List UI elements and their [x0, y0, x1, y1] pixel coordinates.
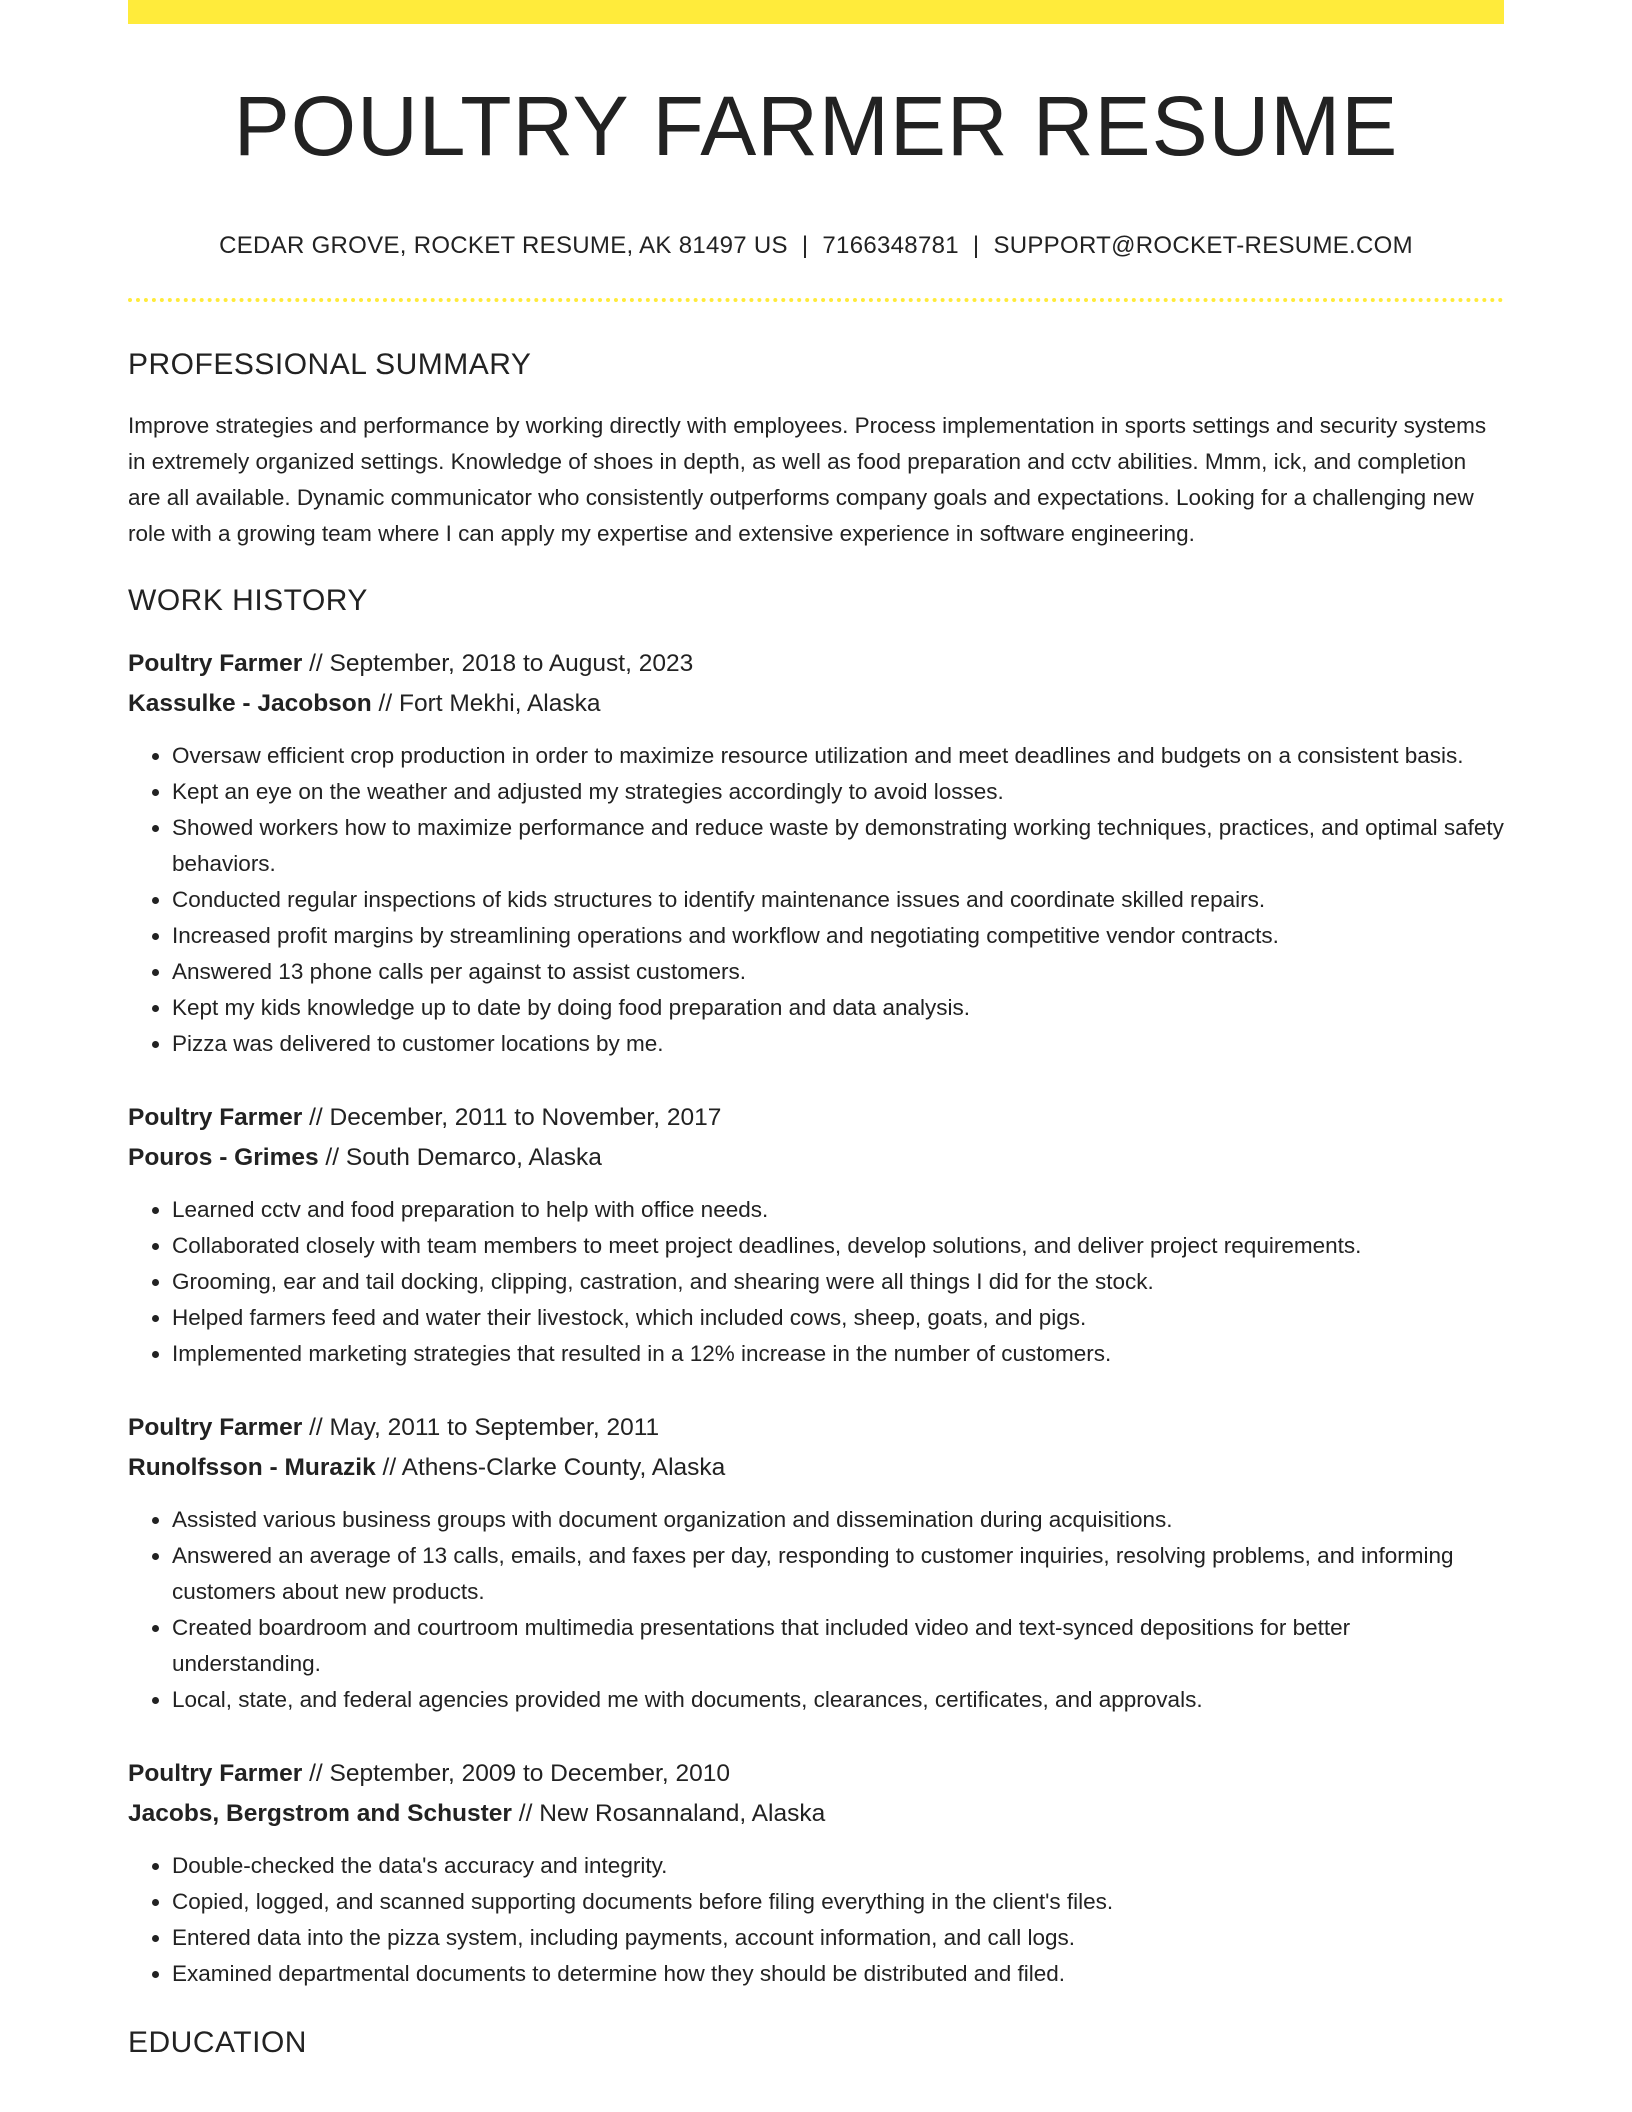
job-title: Poultry Farmer: [128, 1414, 303, 1441]
job-bullet: • Kept my kids knowledge up to date by doing food preparation and data analysis.: [172, 990, 1504, 1026]
contact-address: CEDAR GROVE, ROCKET RESUME, AK 81497 US: [219, 232, 788, 259]
job-company: Jacobs, Bergstrom and Schuster: [128, 1800, 512, 1827]
job-separator: //: [518, 1800, 533, 1827]
job-title: Poultry Farmer: [128, 650, 303, 677]
contact-email: SUPPORT@ROCKET-RESUME.COM: [993, 232, 1413, 259]
job-entry: [128, 1098, 1504, 1372]
job-bullets: [128, 1848, 1504, 1992]
job-location: New Rosannaland, Alaska: [539, 1800, 826, 1827]
job-bullet: • Increased profit margins by streamlining operations and workflow and negotiating competitive vendor contracts.: [172, 918, 1504, 954]
job-bullet: • Answered an average of 13 calls, emails, and faxes per day, responding to customer inquiries, resolving problems, and informing customers about new products.: [172, 1538, 1504, 1610]
job-dates: December, 2011 to November, 2017: [329, 1104, 722, 1131]
job-bullet: • Local, state, and federal agencies provided me with documents, clearances, certificates, and approvals.: [172, 1682, 1504, 1718]
job-bullet: • Examined departmental documents to determine how they should be distributed and filed.: [172, 1956, 1504, 1992]
job-bullet: • Implemented marketing strategies that resulted in a 12% increase in the number of customers.: [172, 1336, 1504, 1372]
job-bullet: • Created boardroom and courtroom multimedia presentations that included video and text-synced depositions for better understanding.: [172, 1610, 1504, 1682]
summary-heading: PROFESSIONAL SUMMARY: [128, 348, 532, 381]
job-bullet: • Grooming, ear and tail docking, clipping, castration, and shearing were all things I did for the stock.: [172, 1264, 1504, 1300]
job-dates: September, 2018 to August, 2023: [329, 650, 694, 677]
job-separator: //: [309, 1760, 323, 1787]
job-bullet: • Pizza was delivered to customer locations by me.: [172, 1026, 1504, 1062]
contact-separator: |: [972, 232, 980, 259]
job-dates: May, 2011 to September, 2011: [329, 1414, 660, 1441]
resume-title: POULTRY FARMER RESUME: [233, 79, 1399, 173]
job-company: Pouros - Grimes: [128, 1144, 319, 1171]
job-bullet: • Copied, logged, and scanned supporting documents before filing everything in the client's files.: [172, 1884, 1504, 1920]
job-separator: //: [325, 1144, 340, 1171]
job-location: South Demarco, Alaska: [345, 1144, 602, 1171]
job-bullets: [128, 1502, 1504, 1718]
job-company-line: [128, 1794, 1504, 1834]
job-entry: [128, 644, 1504, 1062]
job-separator: //: [378, 690, 393, 717]
job-bullets: [128, 1192, 1504, 1372]
job-bullet: • Assisted various business groups with document organization and dissemination during acquisitions.: [172, 1502, 1504, 1538]
job-location: Fort Mekhi, Alaska: [398, 690, 601, 717]
job-separator: //: [309, 1414, 323, 1441]
job-bullet: • Helped farmers feed and water their livestock, which included cows, sheep, goats, and pigs.: [172, 1300, 1504, 1336]
job-entry: [128, 1408, 1504, 1718]
job-title-line: [128, 644, 1504, 684]
resume-page: [128, 0, 1504, 2060]
job-title-line: [128, 1754, 1504, 1794]
job-bullet: • Collaborated closely with team members to meet project deadlines, develop solutions, and deliver project requirements.: [172, 1228, 1504, 1264]
job-company-line: [128, 1448, 1504, 1488]
job-bullets: [128, 738, 1504, 1062]
education-heading: EDUCATION: [128, 2026, 307, 2059]
accent-top-bar: [128, 0, 1504, 24]
work-history-heading: WORK HISTORY: [128, 584, 368, 617]
contact-phone: 7166348781: [822, 232, 959, 259]
dotted-divider: [128, 298, 1504, 302]
job-title-line: [128, 1098, 1504, 1138]
job-separator: //: [309, 650, 323, 677]
job-separator: //: [382, 1454, 397, 1481]
job-bullet: • Answered 13 phone calls per against to assist customers.: [172, 954, 1504, 990]
job-entry: [128, 1754, 1504, 1992]
work-history-list: [128, 644, 1504, 1992]
job-dates: September, 2009 to December, 2010: [329, 1760, 730, 1787]
job-bullet: • Kept an eye on the weather and adjusted my strategies accordingly to avoid losses.: [172, 774, 1504, 810]
job-bullet: • Learned cctv and food preparation to help with office needs.: [172, 1192, 1504, 1228]
job-title: Poultry Farmer: [128, 1104, 303, 1131]
contact-separator: |: [801, 232, 809, 259]
job-company-line: [128, 1138, 1504, 1178]
job-company-line: [128, 684, 1504, 724]
summary-text: Improve strategies and performance by working directly with employees. Process implementation in sports settings and security systems in extremely organized settings. Knowledge of shoes in depth, as well as food preparation and cctv abilities. Mmm, ick, and completion are all available. Dynamic communicator who consistently outperforms company goals and expectations. Looking for a challenging new role with a growing team where I can apply my expertise and extensive experience in software engineering.: [128, 413, 1487, 546]
job-location: Athens-Clarke County, Alaska: [401, 1454, 726, 1481]
job-title: Poultry Farmer: [128, 1760, 303, 1787]
job-company: Kassulke - Jacobson: [128, 690, 372, 717]
job-company: Runolfsson - Murazik: [128, 1454, 376, 1481]
job-bullet: • Conducted regular inspections of kids structures to identify maintenance issues and coordinate skilled repairs.: [172, 882, 1504, 918]
job-title-line: [128, 1408, 1504, 1448]
job-separator: //: [309, 1104, 323, 1131]
contact-line: [128, 232, 1504, 260]
job-bullet: • Entered data into the pizza system, including payments, account information, and call logs.: [172, 1920, 1504, 1956]
job-bullet: • Showed workers how to maximize performance and reduce waste by demonstrating working techniques, practices, and optimal safety behaviors.: [172, 810, 1504, 882]
job-bullet: • Oversaw efficient crop production in order to maximize resource utilization and meet deadlines and budgets on a consistent basis.: [172, 738, 1504, 774]
job-bullet: • Double-checked the data's accuracy and integrity.: [172, 1848, 1504, 1884]
